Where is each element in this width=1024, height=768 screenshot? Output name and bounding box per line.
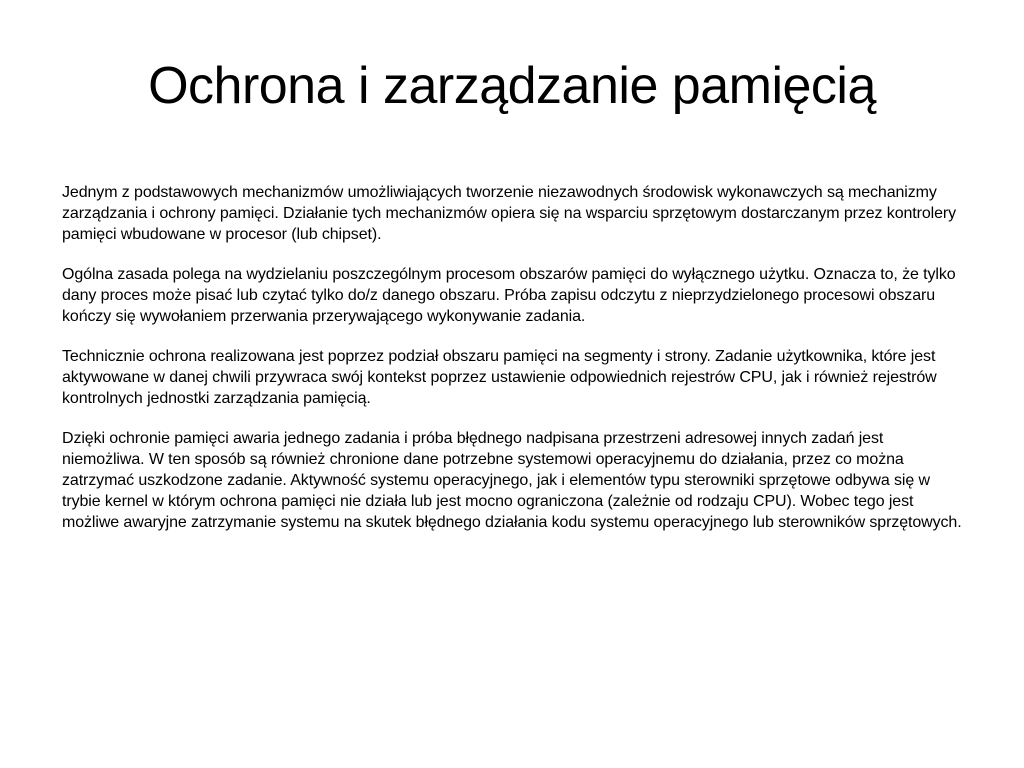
paragraph-technical-protection: Technicznie ochrona realizowana jest poprzez podział obszaru pamięci na segmenty i strony. Zadanie użytkownika, które jest aktywowane w danej chwili przywraca swój kontekst poprzez ustawienie odpowiednich rejestrów CPU, jak i również rejestrów kontrolnych jednostki zarządzania pamięcią.: [62, 348, 937, 407]
slide-title: Ochrona i zarządzanie pamięcią: [148, 57, 876, 115]
paragraph-memory-mechanisms: Jednym z podstawowych mechanizmów umożliwiających tworzenie niezawodnych środowisk wykonawczych są mechanizmy zarządzania i ochrony pamięci. Działanie tych mechanizmów opiera się na wsparciu sprzętowym dostarczanym przez kontrolery pamięci wbudowane w procesor (lub chipset).: [62, 184, 957, 243]
slide-body: [62, 182, 962, 552]
paragraph-general-principle: Ogólna zasada polega na wydzielaniu poszczególnym procesom obszarów pamięci do wyłącznego użytku. Oznacza to, że tylko dany proces może pisać lub czytać tylko do/z danego obszaru. Próba zapisu odczytu z nieprzydzielonego procesowi obszaru kończy się wywołaniem przerwania przerywającego wykonywanie zadania.: [62, 266, 956, 325]
paragraph-protection-benefits: Dzięki ochronie pamięci awaria jednego zadania i próba błędnego nadpisana przestrzeni adresowej innych zadań jest niemożliwa. W ten sposób są również chronione dane potrzebne systemowi operacyjnemu do działania, przez co można zatrzymać uszkodzone zadanie. Aktywność systemu operacyjnego, jak i elementów typu sterowniki sprzętowe odbywa się w trybie kernel w którym ochrona pamięci nie działa lub jest mocno ograniczona (zależnie od rodzaju CPU). Wobec tego jest możliwe awaryjne zatrzymanie systemu na skutek błędnego działania kodu systemu operacyjnego lub sterowników sprzętowych.: [62, 430, 962, 531]
